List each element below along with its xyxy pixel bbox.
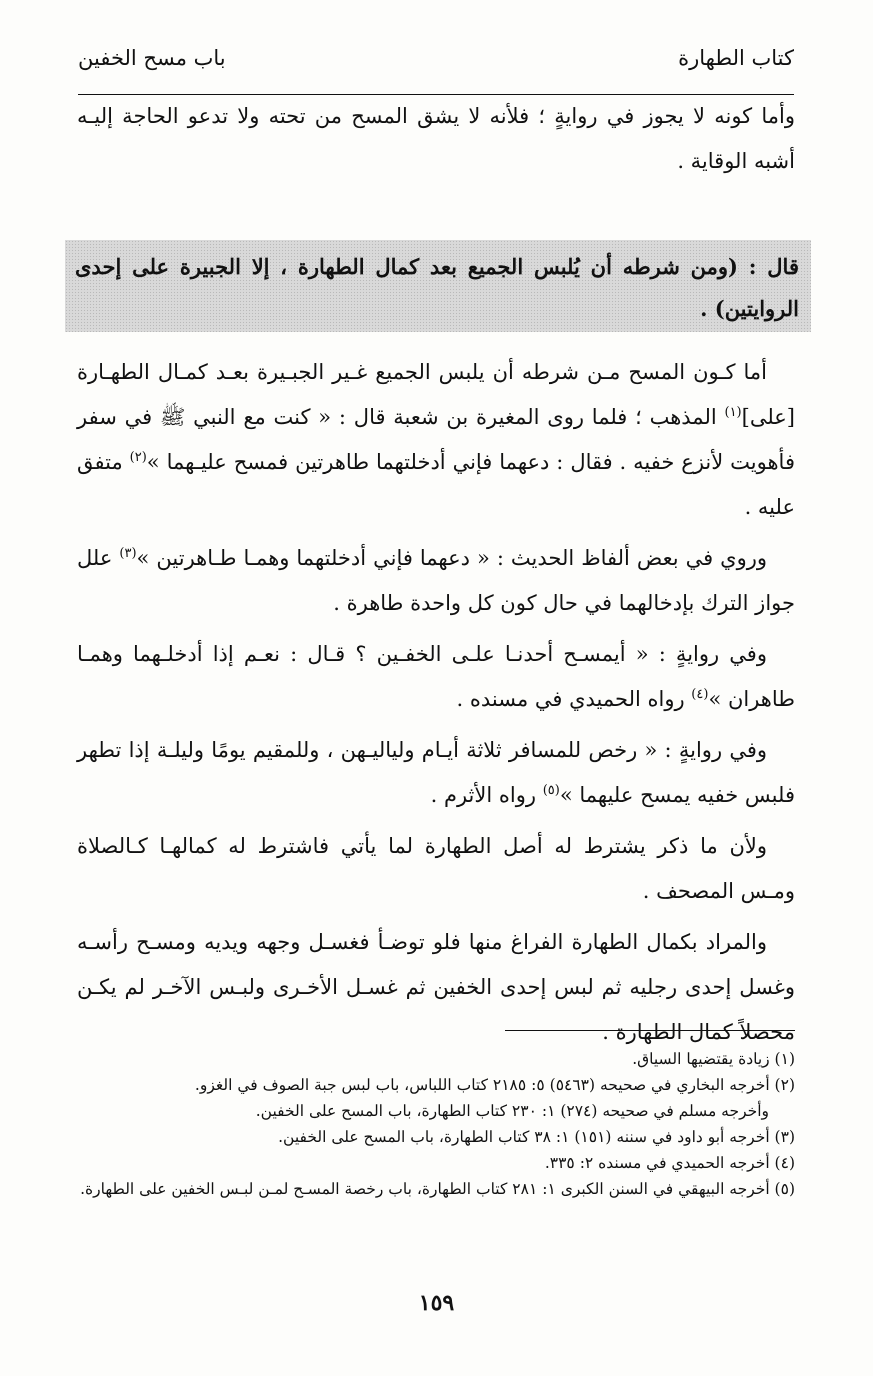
- commentary-paragraph: ولأن ما ذكر يشترط له أصل الطهارة لما يأتي فاشترط له كمالهـا كـالصلاة ومـس المصحف .: [77, 834, 795, 903]
- footnote-item: (١) زيادة يقتضيها السياق.: [632, 1050, 795, 1068]
- commentary-paragraph: وفي روايةٍ : « أيمسـح أحدنـا علـى الخفـين ؟ قـال : نعـم إذا أدخلـهما وهمـا طاهران »$^{(٤)}$ رواه الحميدي في مسنده .: [77, 642, 795, 711]
- paragraph-top: وأما كونه لا يجوز في روايةٍ ؛ فلأنه لا يشق المسح من تحته ولا تدعو الحاجة إليـه أشبه الوقاية .: [77, 104, 795, 173]
- footnote-item: (٢) أخرجه البخاري في صحيحه (٥٤٦٣) ٥: ٢١٨٥ كتاب اللباس، باب لبس جبة الصوف في الغزو.: [194, 1076, 795, 1094]
- book-title: كتاب الطهارة: [678, 46, 794, 70]
- chapter-title: باب مسح الخفين: [78, 46, 226, 70]
- footnote-item: (٣) أخرجه أبو داود في سننه (١٥١) ١: ٣٨ كتاب الطهارة، باب المسح على الخفين.: [278, 1128, 795, 1146]
- page-number: ١٥٩: [418, 1290, 455, 1316]
- footnotes: [75, 1046, 795, 1202]
- quoted-matn: قال : (ومن شرطه أن يُلبس الجميع بعد كمال الطهارة ، إلا الجبيرة على إحدى الروايتين) .: [65, 240, 811, 332]
- commentary-body: [77, 350, 795, 1061]
- footnote-item: (٤) أخرجه الحميدي في مسنده ٢: ٣٣٥.: [544, 1154, 795, 1172]
- commentary-paragraph: أما كـون المسح مـن شرطه أن يلبس الجميع غـير الجبـيرة بعـد كمـال الطهـارة [على]$^{(١)}$ المذهب ؛ فلما روى المغيرة بن شعبة قال : « كنت مع النبي ﷺ في سفر فأهويت لأنزع خفيه . فقال : دعهما فإني أدخلتهما طاهرتين فمسح عليـهما »$^{(٢)}$ متفق عليه .: [77, 360, 795, 519]
- footnote-item: وأخرجه مسلم في صحيحه (٢٧٤) ١: ٢٣٠ كتاب الطهارة، باب المسح على الخفين.: [255, 1102, 769, 1120]
- commentary-paragraph: والمراد بكمال الطهارة الفراغ منها فلو توضـأ فغسـل وجهه ويديه ومسـح رأسـه وغسل إحدى رجليه ثم لبس إحدى الخفين ثم غسـل الأخـرى ولبـس الآخـر لم يكـن محصلاً كمال الطهارة .: [77, 930, 795, 1044]
- footnote-separator: [505, 1030, 795, 1031]
- running-header: [78, 46, 794, 95]
- commentary-paragraph: وفي روايةٍ : « رخص للمسافر ثلاثة أيـام ولياليـهن ، وللمقيم يومًا وليلـة إذا تطهر فلبس خفيه يمسح عليهما »$^{(٥)}$ رواه الأثرم .: [77, 738, 795, 807]
- footnote-item: (٥) أخرجه البيهقي في السنن الكبرى ١: ٢٨١ كتاب الطهارة، باب رخصة المسـح لمـن لبـس الخفين على الطهارة.: [80, 1180, 795, 1198]
- commentary-paragraph: وروي في بعض ألفاظ الحديث : « دعهما فإني أدخلتهما وهمـا طـاهرتين »$^{(٣)}$ علل جواز الترك بإدخالهما في حال كون كل واحدة طاهرة .: [77, 546, 795, 615]
